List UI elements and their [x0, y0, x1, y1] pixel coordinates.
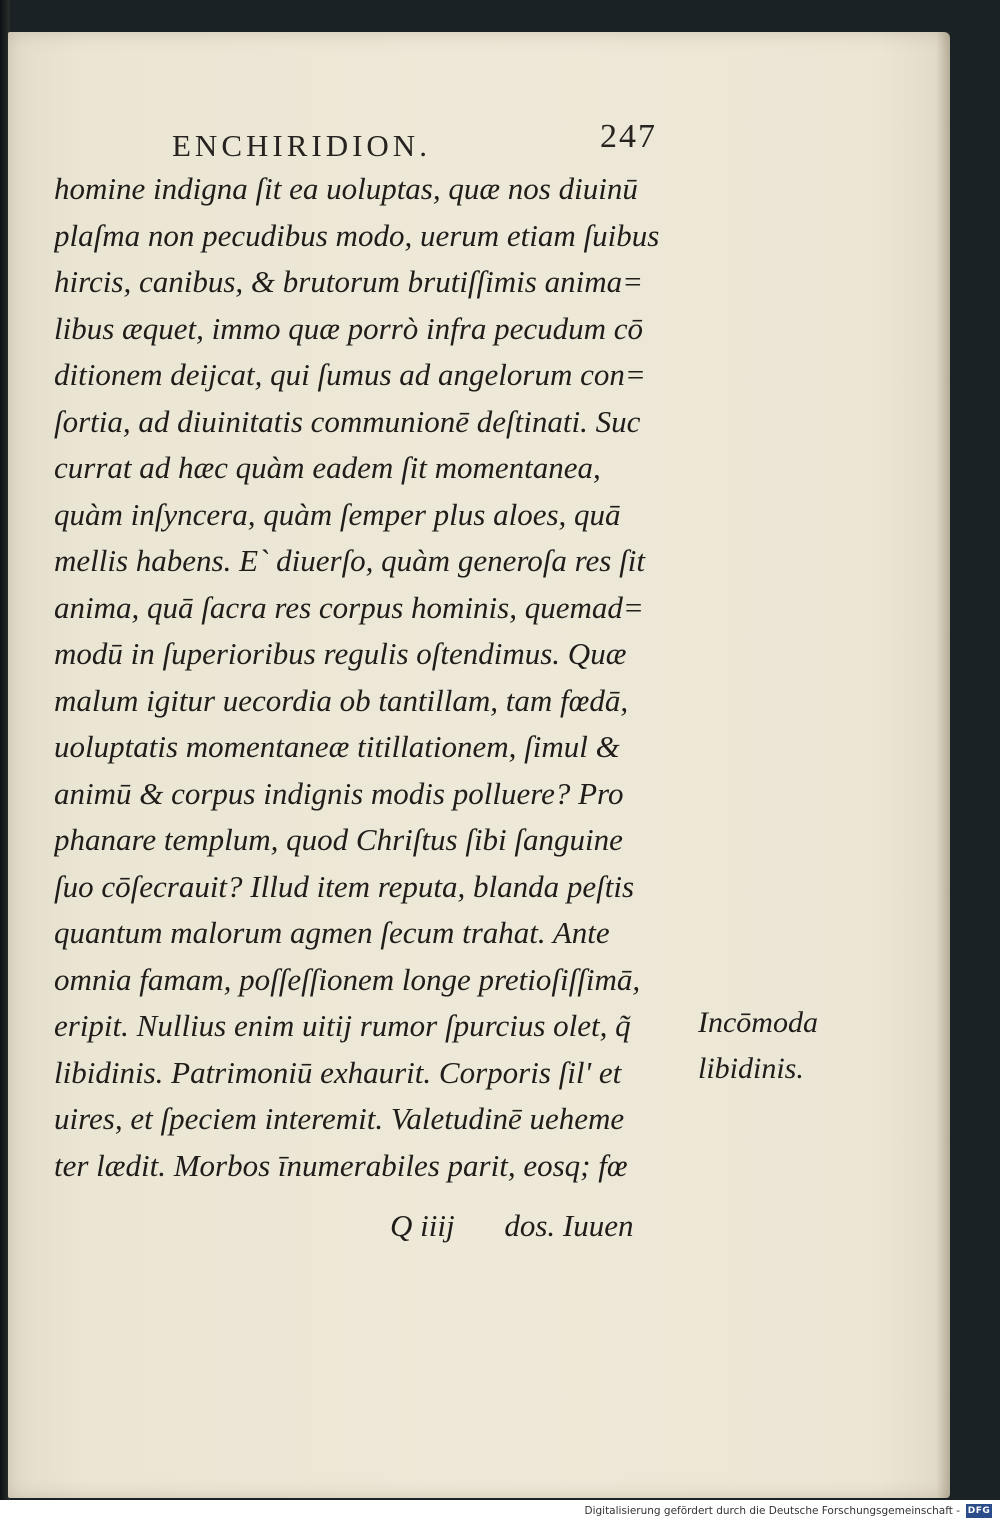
- text-line: hircis, canibus, & brutorum brutiſſimis anima=: [54, 264, 643, 299]
- text-line: mellis habens. E` diuerſo, quàm generoſa res ſit: [54, 543, 645, 578]
- text-line: homine indigna ſit ea uoluptas, quæ nos diuinū: [54, 171, 638, 206]
- page-number: 247: [600, 118, 657, 155]
- text-line: plaſma non pecudibus modo, uerum etiam ſuibus: [54, 217, 660, 253]
- text-line: quantum malorum agmen ſecum trahat. Ante: [54, 915, 610, 950]
- page-edge-shadow: [936, 32, 950, 1498]
- text-line: ſortia, ad diuinitatis communionē deſtinati. Suc: [54, 403, 641, 439]
- text-line: uoluptatis momentaneæ titillationem, ſimul &: [54, 729, 620, 764]
- text-line: libus æquet, immo quæ porrò infra pecudum cō: [54, 310, 643, 346]
- text-line: malum igitur uecordia ob tantillam, tam fœdā,: [54, 682, 629, 718]
- text-line: quàm inſyncera, quàm ſemper plus aloes, quā: [54, 496, 621, 532]
- text-line: libidinis. Patrimoniū exhaurit. Corporis ſil' et: [54, 1054, 622, 1090]
- dfg-logo: DFG: [967, 1506, 991, 1516]
- text-line: animū & corpus indignis modis polluere? Pro: [54, 775, 624, 811]
- signature-and-catchword: [390, 1208, 690, 1244]
- text-line: uires, et ſpeciem interemit. Valetudinē ueheme: [54, 1101, 625, 1136]
- footer-bar: [0, 1500, 1000, 1523]
- text-line: eripit. Nullius enim uitij rumor ſpurcius olet, q̃: [54, 1008, 631, 1043]
- marginal-note: [698, 1000, 898, 1092]
- text-line: ditionem deijcat, qui ſumus ad angelorum con=: [54, 357, 646, 392]
- funding-credit: Digitalisierung gefördert durch die Deutsche Forschungsgemeinschaft -: [584, 1505, 960, 1517]
- signature-mark: Q iiij: [390, 1208, 455, 1243]
- marginal-note-line: libidinis.: [698, 1052, 804, 1085]
- text-line: omnia famam, poſſeſſionem longe pretioſiſſimā,: [54, 961, 641, 997]
- marginal-note-line: Incōmoda: [698, 1006, 818, 1039]
- running-head: ENCHIRIDION.: [172, 128, 431, 163]
- text-line: phanare templum, quod Chriſtus ſibi ſanguine: [54, 822, 623, 857]
- text-line: modū in ſuperioribus regulis oſtendimus. Quæ: [54, 636, 627, 671]
- catchword: dos. Iuuen: [504, 1208, 634, 1243]
- text-line: anima, quā ſacra res corpus hominis, quemad=: [54, 589, 644, 625]
- body-text: [54, 166, 684, 1189]
- text-line: currat ad hæc quàm eadem ſit momentanea,: [54, 450, 601, 485]
- text-line: ſuo cōſecrauit? Illud item reputa, blanda peſtis: [54, 868, 635, 904]
- text-line: ter lædit. Morbos īnumerabiles parit, eosq; fœ: [54, 1147, 628, 1183]
